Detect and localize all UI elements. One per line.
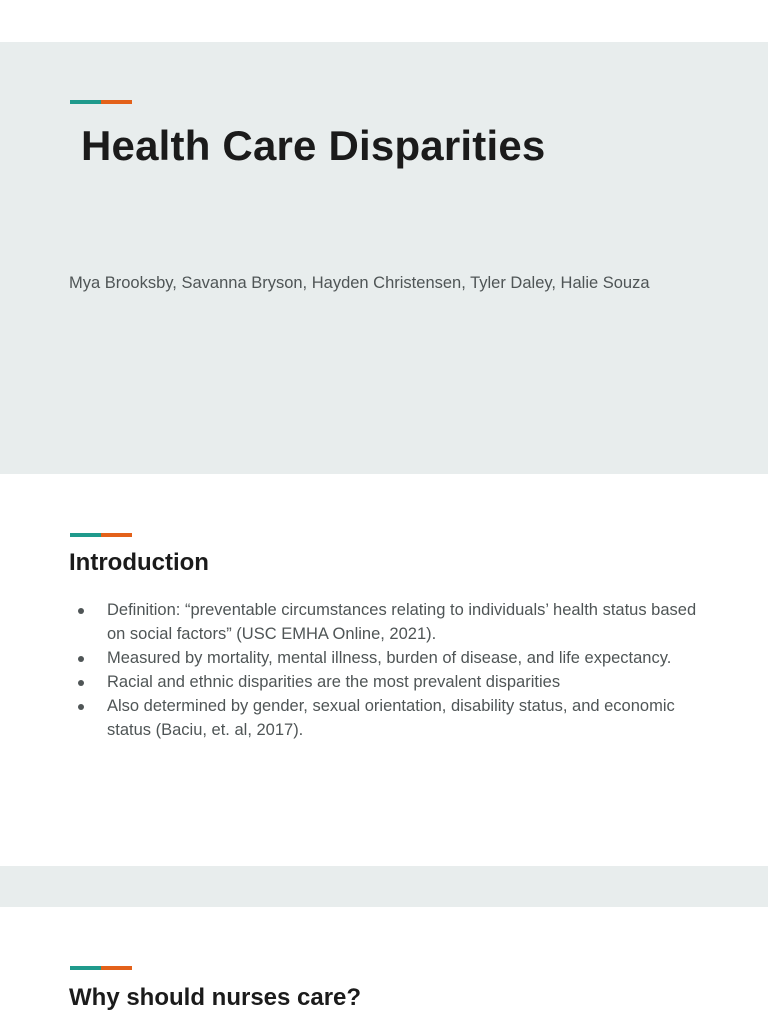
accent-bar-teal	[70, 533, 101, 537]
list-item-text: Measured by mortality, mental illness, burden of disease, and life expectancy.	[107, 649, 672, 667]
nurses-slide	[0, 907, 768, 1024]
accent-bar	[70, 100, 132, 104]
accent-bar	[70, 966, 132, 970]
accent-bar	[70, 533, 132, 537]
author-list: Mya Brooksby, Savanna Bryson, Hayden Christensen, Tyler Daley, Halie Souza	[69, 274, 650, 292]
introduction-slide	[0, 474, 768, 866]
accent-bar-orange	[101, 100, 132, 104]
page-title: Health Care Disparities	[81, 122, 546, 169]
accent-bar-orange	[101, 533, 132, 537]
accent-bar-teal	[70, 966, 101, 970]
bullet-icon	[78, 608, 84, 614]
accent-bar-teal	[70, 100, 101, 104]
list-item	[76, 646, 716, 670]
bullet-icon	[78, 680, 84, 686]
bullet-icon	[78, 656, 84, 662]
section-heading-why-nurses-care: Why should nurses care?	[69, 984, 362, 1011]
section-heading-introduction: Introduction	[69, 549, 209, 576]
accent-bar-orange	[101, 966, 132, 970]
list-item	[76, 670, 716, 694]
slide-separator	[0, 866, 768, 907]
list-item	[76, 694, 716, 742]
list-item-text: Also determined by gender, sexual orientation, disability status, and economic status (Baciu, et. al, 2017).	[107, 697, 675, 739]
list-item	[76, 598, 716, 646]
bullet-icon	[78, 704, 84, 710]
list-item-text: Definition: “preventable circumstances relating to individuals’ health status based on social factors” (USC EMHA Online, 2021).	[107, 601, 697, 643]
bullet-list	[76, 598, 716, 742]
title-slide	[0, 42, 768, 474]
list-item-text: Racial and ethnic disparities are the most prevalent disparities	[107, 673, 561, 691]
